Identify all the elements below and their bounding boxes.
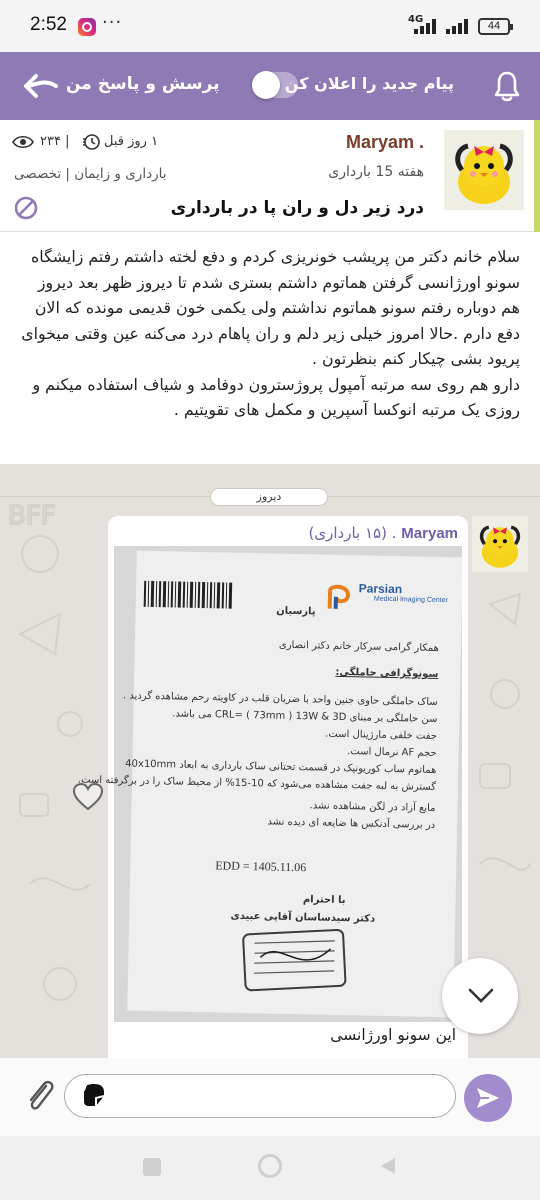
scroll-down-button[interactable] (442, 958, 518, 1034)
home-button[interactable] (258, 1154, 282, 1178)
report-paper (77, 551, 463, 1018)
report-line-15: با احترام (302, 894, 346, 907)
message-sender[interactable]: Maryam . (۱۵ بارداری) (308, 524, 458, 542)
question-header (0, 120, 540, 232)
message-composer (0, 1058, 540, 1136)
question-category: بارداری و زایمان | تخصصی (14, 166, 167, 182)
sender-week: (۱۵ بارداری) (308, 524, 387, 542)
signal-strength-icon (414, 18, 440, 34)
doctor-stamp-icon (240, 927, 351, 995)
svg-text:BFF: BFF (8, 501, 56, 531)
sender-avatar[interactable] (472, 516, 528, 572)
photo-caption: این سونو اورژانسی (330, 1026, 456, 1044)
author-avatar[interactable] (444, 130, 524, 210)
chick-avatar-icon (472, 516, 528, 572)
eye-icon (12, 134, 34, 150)
report-line-5: سونوگرافی حاملگی: (335, 666, 439, 680)
status-time: 2:52 (30, 14, 67, 35)
report-line-10: هماتوم ساب کوریونیک در قسمت تحتانی ساک بارداری به ابعاد 40x10mm (125, 758, 437, 776)
author-week: هفته 15 بارداری (328, 164, 424, 180)
message-bubble[interactable] (77, 516, 468, 1076)
view-count: | ۲۳۴ (40, 134, 70, 149)
chick-avatar-icon (444, 130, 524, 210)
sticker-icon[interactable] (82, 1082, 106, 1108)
question-body (0, 232, 540, 464)
report-line-13: در بررسی آدنکس ها ضایعه ای دیده نشد (267, 816, 436, 831)
top-bar (0, 52, 540, 120)
report-line-1: Parsian (358, 581, 403, 597)
parsian-logo-icon (326, 583, 355, 614)
network-type-label: 4G (408, 14, 424, 25)
recent-apps-button[interactable] (143, 1158, 161, 1176)
report-line-2: Medical Imaging Center (373, 595, 448, 605)
ultrasound-report-photo[interactable] (77, 546, 462, 1022)
nav-back-icon[interactable] (378, 1156, 398, 1176)
chat-area[interactable] (0, 464, 540, 1058)
status-bar (0, 0, 540, 52)
my-questions-button[interactable]: پرسش و پاسخ من (66, 74, 220, 94)
report-line-7: سن حاملگی بر مبنای CRL= ( 73mm ) 13W & 3D می باشد. (172, 708, 438, 725)
notify-label: پیام جدید را اعلان کن (284, 74, 454, 93)
sender-name: Maryam (401, 525, 458, 542)
send-icon (475, 1086, 501, 1110)
question-title: درد زیر دل و ران پا در بارداری (170, 198, 424, 218)
report-line-9: حجم AF نرمال است. (347, 746, 437, 759)
date-chip: دیروز (210, 488, 328, 506)
instagram-notification-icon (78, 18, 96, 36)
block-icon[interactable] (14, 196, 38, 220)
message-input[interactable] (64, 1074, 456, 1118)
heart-icon[interactable] (72, 782, 104, 812)
paperclip-icon[interactable] (24, 1076, 56, 1116)
report-line-14: EDD = 1405.11.06 (215, 858, 307, 875)
report-line-8: جفت خلفی مارژینال است. (325, 728, 438, 742)
signal-strength-icon-2 (446, 18, 472, 34)
send-button[interactable] (464, 1074, 512, 1122)
author-name[interactable]: Maryam . (345, 132, 424, 152)
time-ago: ۱ روز قبل (104, 134, 159, 149)
more-notifications-icon: ··· (102, 12, 123, 33)
system-nav-bar (0, 1136, 540, 1200)
report-line-3: پارسیان (276, 605, 316, 618)
bell-icon[interactable] (493, 70, 521, 102)
report-line-11: گسترش به لبه جفت مشاهده می‌شود که 10-15% از محیط ساک را در برگرفته است. (77, 774, 437, 793)
report-line-16: دکتر سیدساسان آقایی عبیدی (230, 910, 376, 925)
clock-icon (82, 133, 100, 151)
chevron-down-icon (468, 988, 494, 1004)
report-line-12: مایع آزاد در لگن مشاهده نشد. (309, 800, 436, 814)
back-arrow-icon[interactable] (20, 70, 60, 100)
report-line-6: ساک حاملگی حاوی جنین واحد با ضربان قلب در کاویته رحم مشاهده گردید . (122, 690, 438, 708)
question-text: سلام خانم دکتر من پریشب خونریزی کردم و دفع لخته داشتم رفتم زایشگاه سونو اورژانسی گرفتن هماتوم داشتم بستری شدم تا دیروز ظهر بعد دیروز هم دوباره رفتم سونو هماتوم نداشتم ولی یکمی خون قدیمی مونده که الان دفع دارم .حالا امروز خیلی زیر دلم و ران پاهام درد می‌کنه عین وقتی میخوای پریود بشی چیکار کنم بنظرتون . دارو هم روی سه مرتبه آمپول پروژسترون دوفامد و شیاف استفاده میکنم و روزی یک مرتبه انوکسا آسپرین و مکمل های تقویتیم . (21, 247, 520, 419)
toggle-knob (252, 71, 280, 99)
report-line-4: همکار گرامی سرکار خانم دکتر انصاری (278, 639, 439, 654)
barcode-icon (144, 581, 237, 609)
accent-bar (534, 120, 540, 232)
battery-icon: 44 (478, 18, 510, 35)
